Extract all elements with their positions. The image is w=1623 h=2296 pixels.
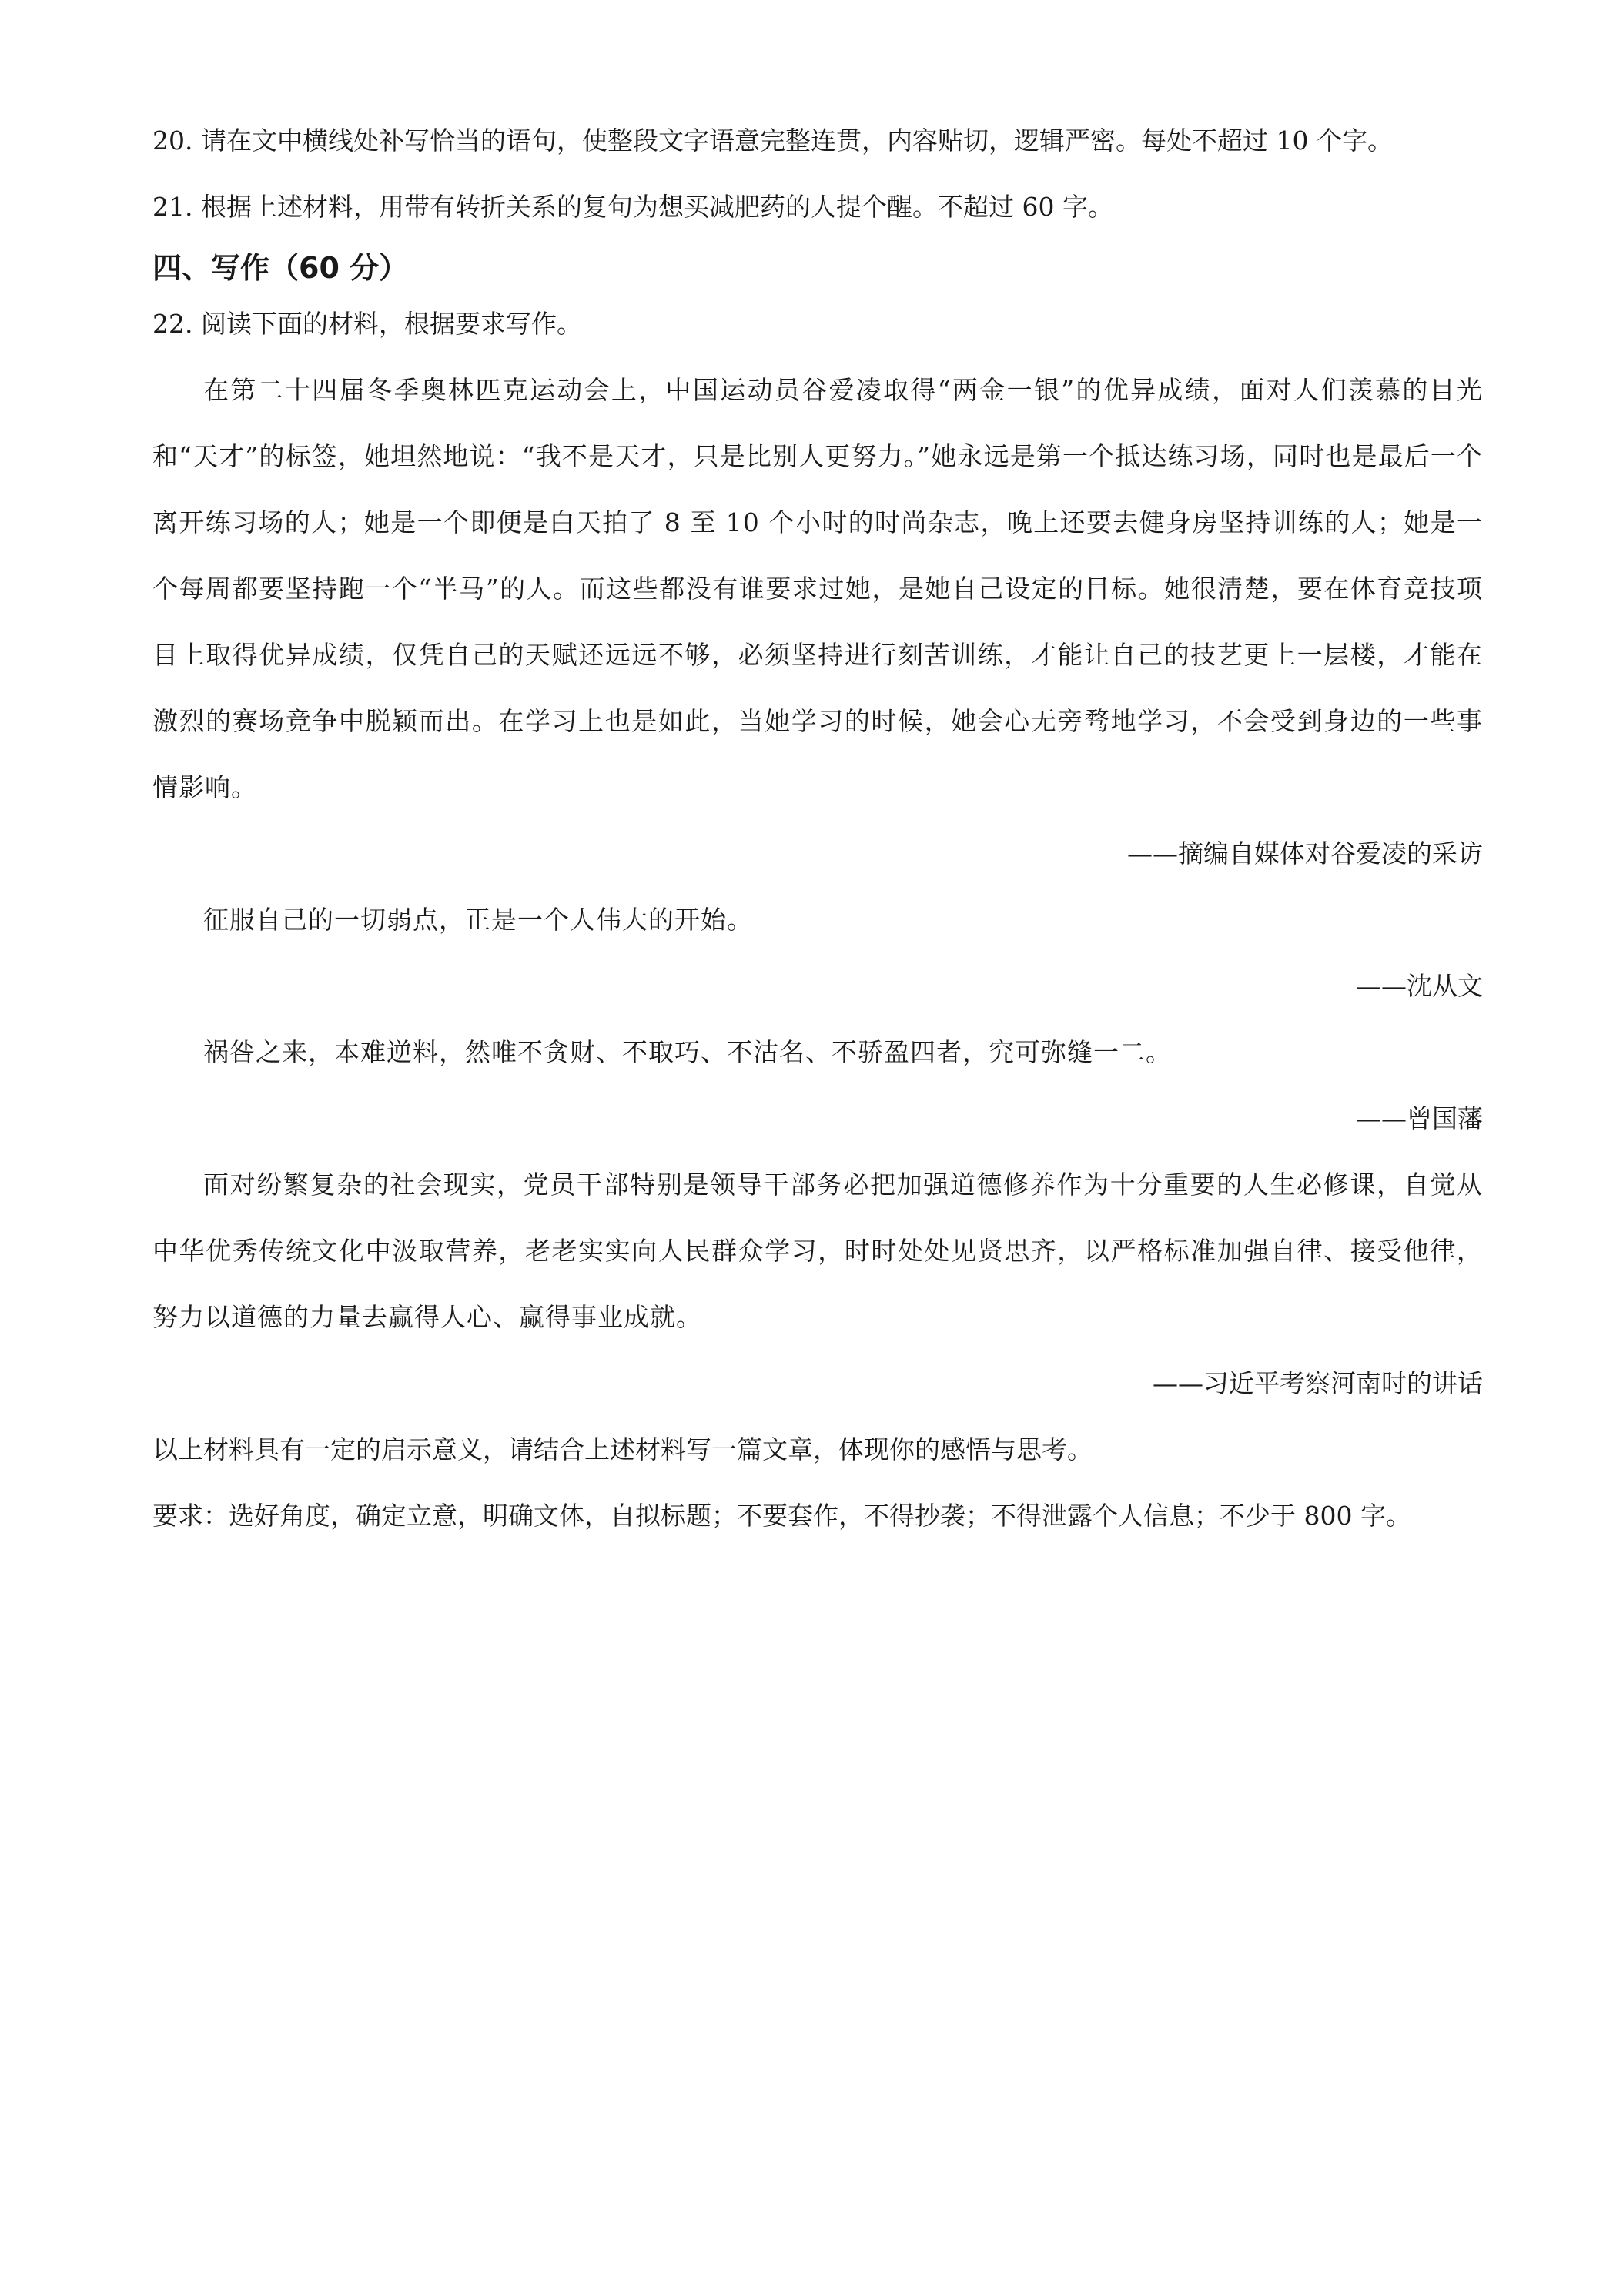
question-22-number: 22.	[152, 309, 193, 339]
material-3-source: ——曾国藩	[1356, 1103, 1483, 1133]
question-21-number: 21.	[152, 192, 193, 222]
question-21-text	[152, 174, 1483, 240]
material-1-source: ——摘编自媒体对谷爱凌的采访	[1127, 838, 1483, 869]
material-4-source: ——习近平考察河南时的讲话	[1153, 1368, 1483, 1398]
question-20-text	[152, 108, 1483, 174]
question-22-instruction	[152, 291, 1483, 357]
section-heading-writing: 四、写作（60 分）	[152, 251, 409, 285]
material-2: 征服自己的一切弱点，正是一个人伟大的开始。	[203, 905, 753, 935]
question-22-instruction-text: 阅读下面的材料，根据要求写作。	[200, 309, 582, 339]
writing-requirements: 要求：选好角度，确定立意，明确文体，自拟标题；不要套作，不得抄袭；不得泄露个人信息；不少于 800 字。	[152, 1501, 1411, 1531]
question-20-body: 请在文中横线处补写恰当的语句，使整段文字语意完整连贯，内容贴切，逻辑严密。每处不超过 10 个字。	[200, 126, 1393, 156]
material-1: 在第二十四届冬季奥林匹克运动会上，中国运动员谷爱凌取得“两金一银”的优异成绩，面对人们羡慕的目光和“天才”的标签，她坦然地说：“我不是天才，只是比别人更努力。”她永远是第一个抵达练习场，同时也是最后一个离开练习场的人；她是一个即便是白天拍了 8 至 10 个小时的时尚杂志，晚上还要去健身房坚持训练的人；她是一个每周都要坚持跑一个“半马”的人。而这些都没有谁要求过她，是她自己设定的目标。她很清楚，要在体育竞技项目上取得优异成绩，仅凭自己的天赋还远远不够，必须坚持进行刻苦训练，才能让自己的技艺更上一层楼，才能在激烈的赛场竞争中脱颖而出。在学习上也是如此，当她学习的时候，她会心无旁骛地学习，不会受到身边的一些事情影响。	[152, 375, 1483, 802]
material-3: 祸咎之来，本难逆料，然唯不贪财、不取巧、不沽名、不骄盈四者，究可弥缝一二。	[203, 1037, 1172, 1067]
question-20-number: 20.	[152, 126, 193, 156]
question-21	[152, 174, 1483, 240]
exam-page	[152, 123, 1483, 1549]
writing-prompt: 以上材料具有一定的启示意义，请结合上述材料写一篇文章，体现你的感悟与思考。	[152, 1434, 1093, 1464]
question-20	[152, 108, 1483, 174]
question-21-body: 根据上述材料，用带有转折关系的复句为想买减肥药的人提个醒。不超过 60 字。	[200, 192, 1113, 222]
material-2-source: ——沈从文	[1356, 971, 1483, 1001]
question-22	[152, 291, 1483, 1549]
material-4: 面对纷繁复杂的社会现实，党员干部特别是领导干部务必把加强道德修养作为十分重要的人生必修课，自觉从中华优秀传统文化中汲取营养，老老实实向人民群众学习，时时处处见贤思齐，以严格标准加强自律、接受他律，努力以道德的力量去赢得人心、赢得事业成就。	[152, 1170, 1483, 1332]
